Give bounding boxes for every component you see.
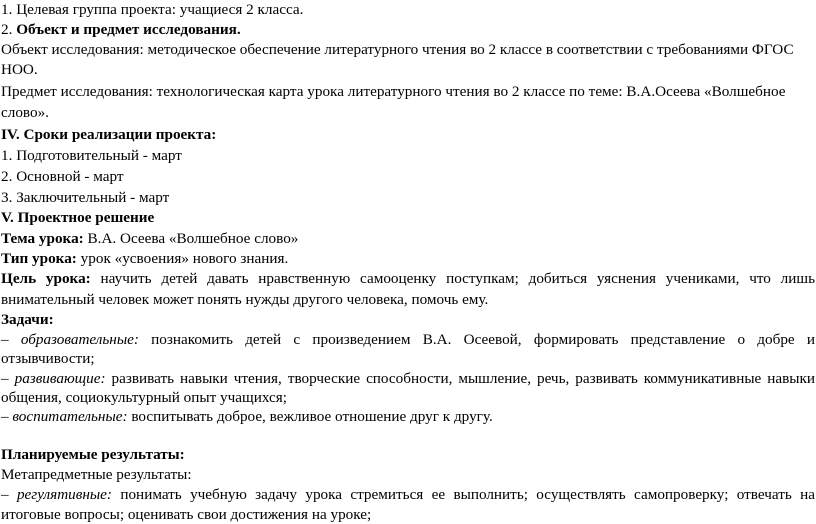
terms-heading: IV. Сроки реализации проекта: <box>1 126 217 143</box>
task-1-line-2: отзывчивости; <box>1 350 95 367</box>
object-text-line-1: Объект исследования: методическое обеспечение литературного чтения во 2 классе в соответствии с требованиями ФГОС <box>1 41 794 58</box>
object-heading-line: 2. Объект и предмет исследования. <box>1 21 241 38</box>
stage-1: 1. Подготовительный - март <box>1 147 182 164</box>
topic-line: Тема урока: В.А. Осеева «Волшебное слово» <box>1 230 299 247</box>
goal-line-1: Цель урока: научить детей давать нравственную самооценку поступкам; добиться уяснения учениками, что лишь <box>1 270 816 287</box>
stage-2: 2. Основной - март <box>1 168 124 185</box>
stage-3: 3. Заключительный - март <box>1 189 170 206</box>
task-1-line-1: – образовательные: познакомить детей с произведением В.А. Осеевой, формировать представление о добре и <box>1 331 816 348</box>
object-text-line-2: НОО. <box>1 61 38 78</box>
tasks-heading: Задачи: <box>1 311 54 328</box>
solution-heading: V. Проектное решение <box>1 209 155 226</box>
regulatory-line-2: итоговые вопросы; оценивать свои достижения на уроке; <box>1 506 372 523</box>
task-2-line-1: – развивающие: развивать навыки чтения, творческие способности, мышление, речь, развивать коммуникативные навыки <box>1 370 816 387</box>
task-2-line-2: общения, социокультурный опыт учащихся; <box>1 389 287 406</box>
subject-text-line-1: Предмет исследования: технологическая карта урока литературного чтения во 2 классе по теме: В.А.Осеева «Волшебное <box>1 83 786 100</box>
meta-results-line: Метапредметные результаты: <box>1 466 192 483</box>
type-line: Тип урока: урок «усвоения» нового знания. <box>1 250 289 267</box>
task-3-line: – воспитательные: воспитывать доброе, вежливое отношение друг к другу. <box>1 408 493 425</box>
object-heading: Объект и предмет исследования. <box>16 21 241 38</box>
target-group-line: 1. Целевая группа проекта: учащиеся 2 класса. <box>1 1 304 18</box>
subject-text-line-2: слово». <box>1 104 49 121</box>
goal-line-2: внимательный человек может понять нужды другого человека, помочь ему. <box>1 291 489 308</box>
results-heading: Планируемые результаты: <box>1 446 185 463</box>
regulatory-line-1: – регулятивные: понимать учебную задачу урока стремиться ее выполнить; осуществлять самопроверку; отвечать на <box>1 486 815 503</box>
